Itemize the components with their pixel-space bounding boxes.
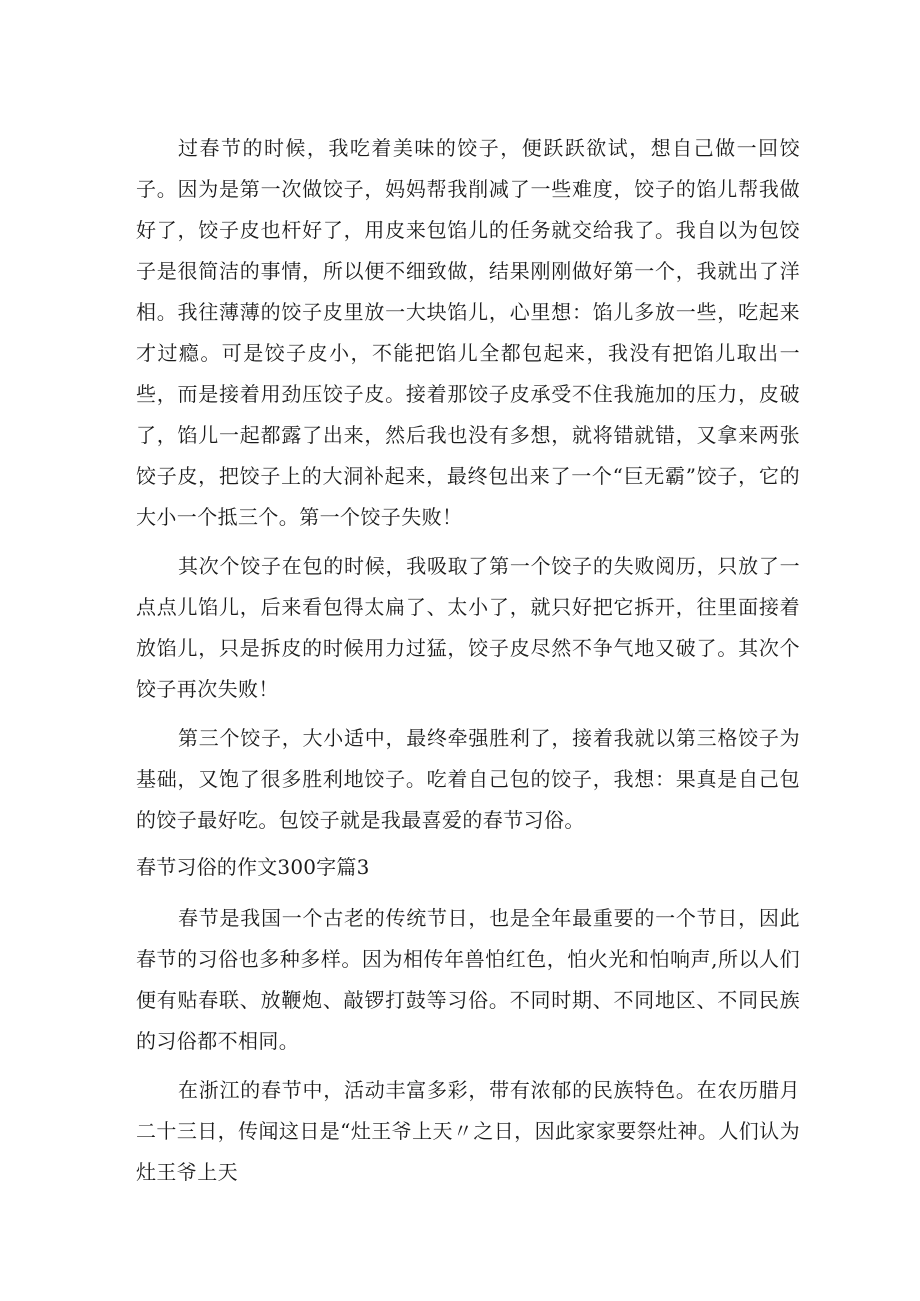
section-heading: 春节习俗的作文300字篇3 xyxy=(136,855,370,879)
paragraph-4: 春节是我国一个古老的传统节日，也是全年最重要的一个节日，因此春节的习俗也多种多样。因为相传年兽怕红色，怕火光和怕响声,所以人们便有贴春联、放鞭炮、敲锣打鼓等习俗。不同时期、不同地区、不同民族的习俗都不相同。 xyxy=(136,906,800,1053)
paragraph-1: 过春节的时候，我吃着美味的饺子，便跃跃欲试，想自己做一回饺子。因为是第一次做饺子，妈妈帮我削减了一些难度，饺子的馅儿帮我做好了，饺子皮也杆好了，用皮来包馅儿的任务就交给我了。我自以为包饺子是很简洁的事情，所以便不细致做，结果刚刚做好第一个，我就出了洋相。我往薄薄的饺子皮里放一大块馅儿，心里想：馅儿多放一些，吃起来才过瘾。可是饺子皮小，不能把馅儿全都包起来，我没有把馅儿取出一些，而是接着用劲压饺子皮。接着那饺子皮承受不住我施加的压力，皮破了，馅儿一起都露了出来，然后我也没有多想，就将错就错，又拿来两张饺子皮，把饺子上的大洞补起来，最终包出来了一个“巨无霸”饺子，它的大小一个抵三个。第一个饺子失败！ xyxy=(136,136,800,529)
paragraph-5: 在浙江的春节中，活动丰富多彩，带有浓郁的民族特色。在农历腊月二十三日，传闻这日是“灶王爷上天〃之日，因此家家要祭灶神。人们认为灶王爷上天 xyxy=(136,1078,800,1184)
paragraph-2: 其次个饺子在包的时候，我吸取了第一个饺子的失败阅历，只放了一点点儿馅儿，后来看包得太扁了、太小了，就只好把它拆开，往里面接着放馅儿，只是拆皮的时候用力过猛，饺子皮尽然不争气地又破了。其次个饺子再次失败！ xyxy=(136,554,800,701)
paragraph-3: 第三个饺子，大小适中，最终牵强胜利了，接着我就以第三格饺子为基础，又饱了很多胜利地饺子。吃着自己包的饺子，我想：果真是自己包的饺子最好吃。包饺子就是我最喜爱的春节习俗。 xyxy=(136,726,800,832)
document-page xyxy=(136,128,800,1193)
